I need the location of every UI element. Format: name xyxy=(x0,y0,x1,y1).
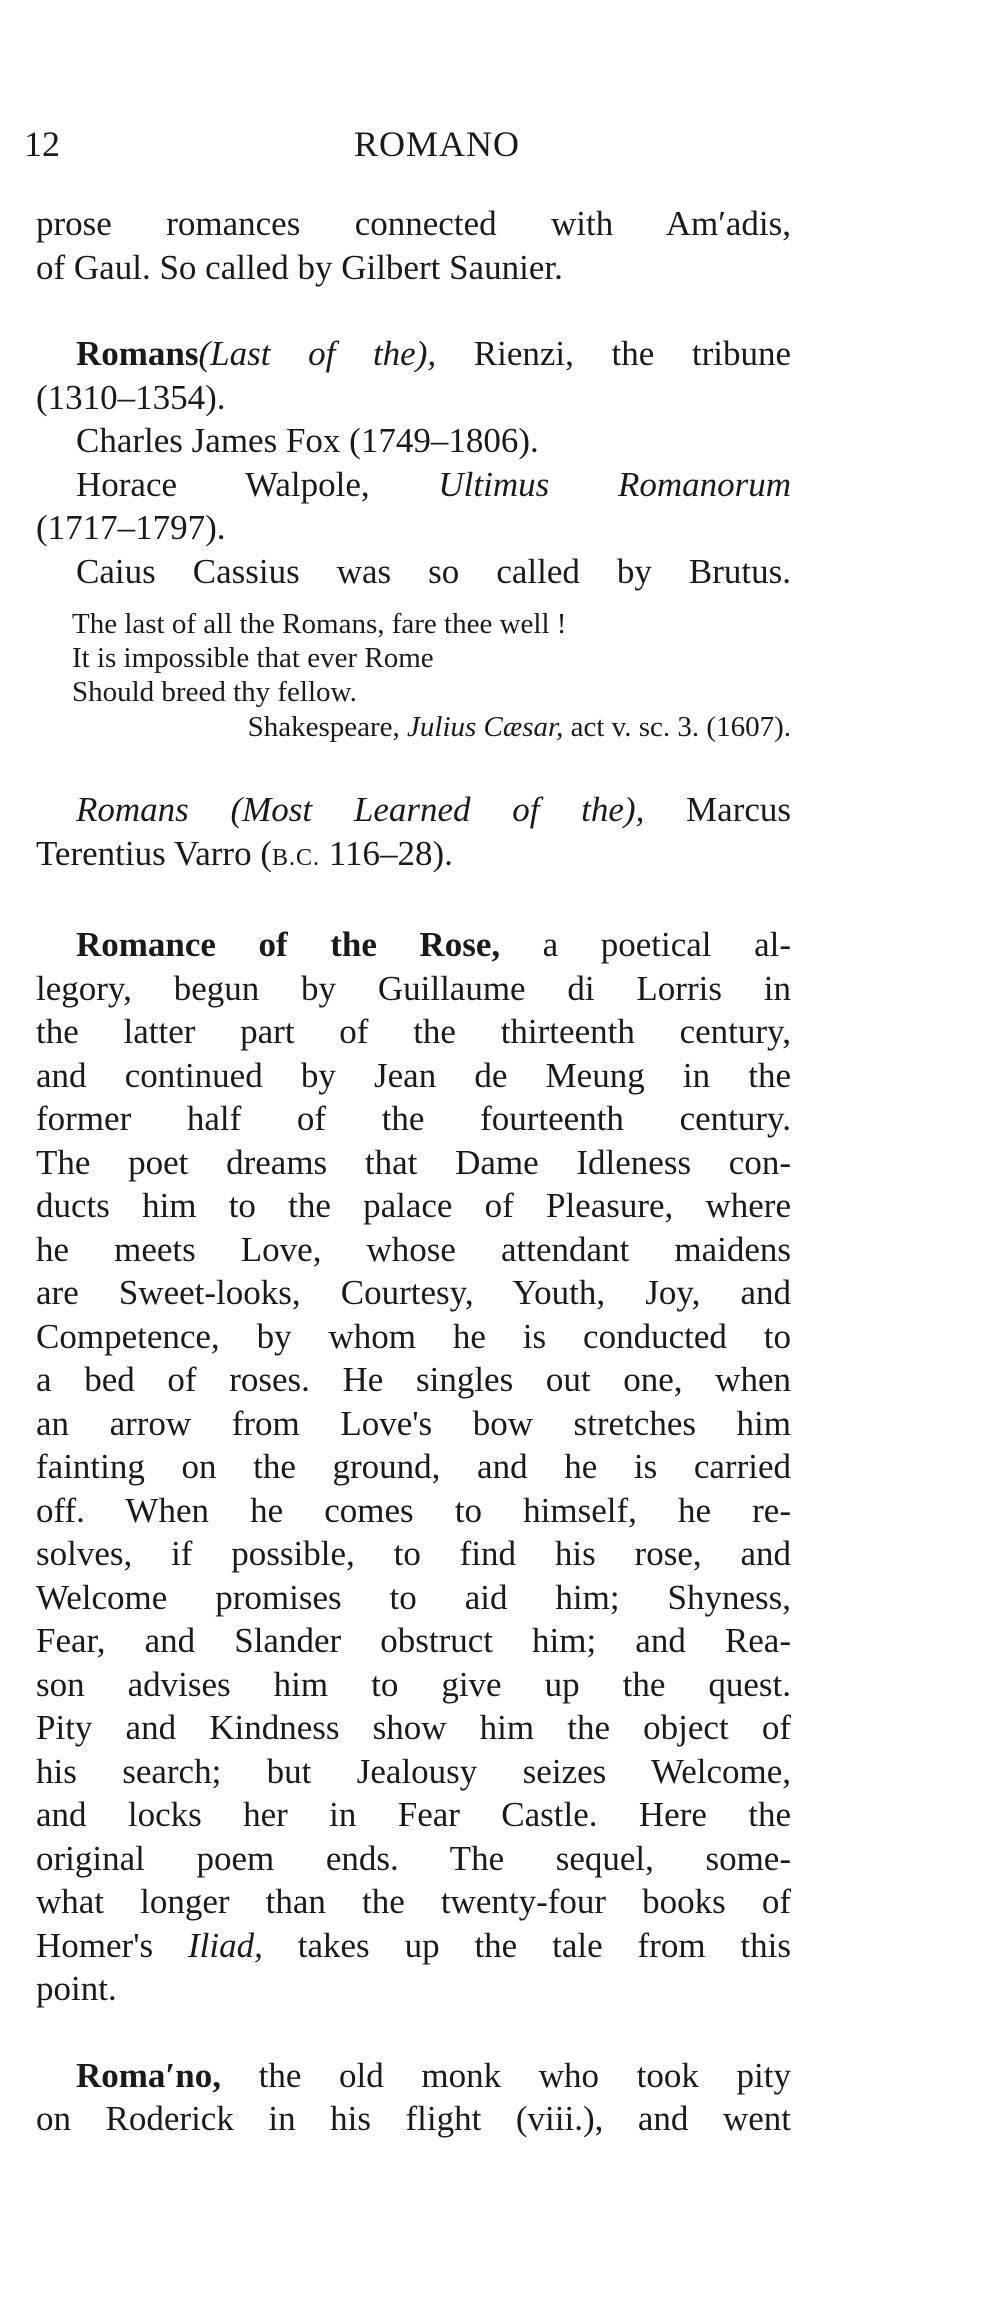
entry-definition: the old monk who took pity xyxy=(221,2055,791,2095)
text-line: he meets Love, whose attendant maidens xyxy=(36,1229,791,1269)
bc-abbrev: B.C. xyxy=(272,844,321,871)
text-line: the latter part of the thirteenth century, xyxy=(36,1012,791,1051)
walpole-name: Horace Walpole, xyxy=(76,464,439,504)
page-header xyxy=(24,122,784,166)
entry-headword: Roma′no, xyxy=(76,2055,221,2095)
text-line: off. When he comes to himself, he re- xyxy=(36,1490,791,1530)
text-line: what longer than the twenty-four books of xyxy=(36,1882,791,1921)
text-line: Welcome promises to aid him; Shyness, xyxy=(36,1577,791,1617)
text-line: Competence, by whom he is conducted to xyxy=(36,1316,791,1356)
entry-definition: takes up the tale from this xyxy=(262,1925,791,1965)
text-line: son advises him to give up the quest. xyxy=(36,1664,791,1704)
entry-romano xyxy=(36,2054,791,2141)
text-line: on Roderick in his flight (viii.), and went xyxy=(36,2099,791,2138)
text-line: are Sweet-looks, Courtesy, Youth, Joy, and xyxy=(36,1273,791,1312)
text-line xyxy=(36,832,791,881)
text-line xyxy=(36,332,791,376)
text-line: fainting on the ground, and he is carried xyxy=(36,1447,791,1486)
entry-qualifier: (Last of the), xyxy=(198,334,437,373)
text-line: and continued by Jean de Meung in the xyxy=(36,1055,791,1095)
text-line: ducts him to the palace of Pleasure, where xyxy=(36,1186,791,1225)
text-line: his search; but Jealousy seizes Welcome, xyxy=(36,1751,791,1791)
entry-definition: Rienzi, the tribune xyxy=(436,334,791,373)
text-line xyxy=(36,788,791,832)
text-line: of Gaul. So called by Gilbert Saunier. xyxy=(36,247,563,287)
entry-definition: Homer's xyxy=(36,1925,189,1965)
quotation xyxy=(72,607,791,709)
text-line: Fear, and Slander obstruct him; and Rea- xyxy=(36,1621,791,1660)
quote-line: Should breed thy fellow. xyxy=(72,676,357,708)
quote-line: The last of all the Romans, fare thee well ! xyxy=(72,608,567,640)
text-line: (1310–1354). xyxy=(36,377,226,417)
text-line xyxy=(36,923,791,967)
text-line: (1717–1797). xyxy=(36,508,226,547)
entry-romans-learned xyxy=(36,788,791,880)
iliad-title: Iliad, xyxy=(188,1925,263,1965)
text-line: and locks her in Fear Castle. Here the xyxy=(36,1795,791,1834)
entry-headword: Romans xyxy=(76,334,199,373)
attribution-ref: act v. sc. 3. (1607). xyxy=(563,711,791,743)
entry-dates: 116–28). xyxy=(320,833,453,873)
text-line: former half of the fourteenth century. xyxy=(36,1099,791,1138)
quote-line: It is impossible that ever Rome xyxy=(72,642,434,674)
entry-definition: Terentius Varro ( xyxy=(36,833,272,873)
attribution-title: Julius Cæsar, xyxy=(407,711,564,743)
text-line: an arrow from Love's bow stretches him xyxy=(36,1403,791,1443)
quote-attribution xyxy=(36,709,791,745)
text-line: a bed of roses. He singles out one, when xyxy=(36,1360,791,1399)
text-line: point. xyxy=(36,1969,117,2008)
entry-romance-of-the-rose xyxy=(36,923,791,2011)
running-head: ROMANO xyxy=(354,124,521,164)
entry-qualifier: (Most Learned of the), xyxy=(230,790,645,829)
text-line: original poem ends. The sequel, some- xyxy=(36,1838,791,1878)
text-line xyxy=(36,1924,791,1968)
text-line: solves, if possible, to find his rose, and xyxy=(36,1534,791,1573)
text-line: Pity and Kindness show him the object of xyxy=(36,1708,791,1747)
text-line: prose romances connected with Am′adis, xyxy=(36,204,791,243)
entry-headword: Romance of the Rose, xyxy=(76,925,501,964)
entry-continuation xyxy=(36,202,791,289)
text-line: Caius Cassius was so called by Brutus. xyxy=(76,551,791,591)
text-line xyxy=(36,2054,791,2098)
page-number: 12 xyxy=(24,124,60,164)
text-line: Charles James Fox (1749–1806). xyxy=(76,421,539,460)
text-line xyxy=(36,463,791,507)
walpole-title: Ultimus Romanorum xyxy=(438,464,792,504)
text-line: legory, begun by Guillaume di Lorris in xyxy=(36,968,791,1008)
entry-definition: Marcus xyxy=(644,790,792,829)
attribution-author: Shakespeare, xyxy=(247,711,408,743)
entry-romans-last xyxy=(36,332,791,745)
page-body xyxy=(36,202,791,2141)
entry-definition: a poetical al- xyxy=(500,925,791,964)
entry-headword: Romans xyxy=(76,790,189,829)
text-line: The poet dreams that Dame Idleness con- xyxy=(36,1142,791,1182)
